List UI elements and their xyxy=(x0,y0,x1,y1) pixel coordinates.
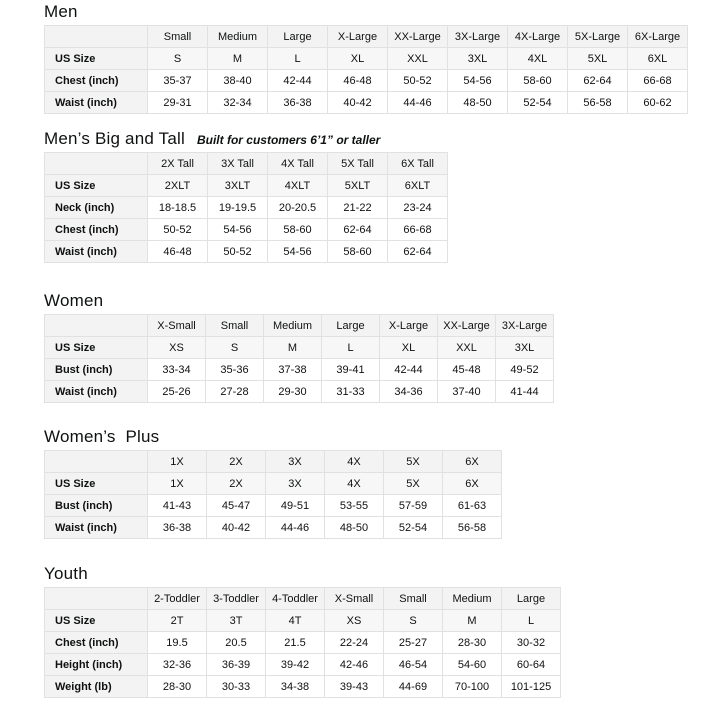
size-value-cell: 42-46 xyxy=(325,654,384,676)
size-section-youth xyxy=(44,564,700,698)
size-value-cell: L xyxy=(502,610,561,632)
size-value-cell: 22-24 xyxy=(325,632,384,654)
row-label: Waist (inch) xyxy=(45,241,148,263)
section-title: Youth xyxy=(44,564,88,583)
column-header: 6X-Large xyxy=(628,26,688,48)
row-label: Chest (inch) xyxy=(45,632,148,654)
size-value-cell: 19-19.5 xyxy=(208,197,268,219)
size-value-cell: 60-62 xyxy=(628,92,688,114)
size-value-cell: 36-38 xyxy=(268,92,328,114)
table-corner-cell xyxy=(45,315,148,337)
section-title: Men xyxy=(44,2,78,21)
section-title-row xyxy=(44,564,700,583)
table-row xyxy=(45,473,502,495)
section-title-row xyxy=(44,2,700,21)
column-header: Small xyxy=(384,588,443,610)
size-value-cell: 3XL xyxy=(496,337,554,359)
section-subtitle: Built for customers 6’1” or taller xyxy=(196,133,381,147)
size-value-cell: 5X xyxy=(384,473,443,495)
size-value-cell: 58-60 xyxy=(328,241,388,263)
size-value-cell: M xyxy=(208,48,268,70)
size-value-cell: 52-54 xyxy=(384,517,443,539)
column-header: Large xyxy=(322,315,380,337)
size-value-cell: 39-42 xyxy=(266,654,325,676)
size-value-cell: 34-36 xyxy=(380,381,438,403)
size-value-cell: 5XL xyxy=(568,48,628,70)
column-header: 4-Toddler xyxy=(266,588,325,610)
row-label: Waist (inch) xyxy=(45,92,148,114)
column-header: XX-Large xyxy=(438,315,496,337)
table-row xyxy=(45,676,561,698)
column-header: 5X-Large xyxy=(568,26,628,48)
row-label: Chest (inch) xyxy=(45,70,148,92)
size-value-cell: 28-30 xyxy=(148,676,207,698)
size-value-cell: 44-69 xyxy=(384,676,443,698)
section-title-row xyxy=(44,129,700,148)
size-value-cell: 44-46 xyxy=(388,92,448,114)
size-value-cell: 21-22 xyxy=(328,197,388,219)
column-header: 5X Tall xyxy=(328,153,388,175)
size-value-cell: 36-39 xyxy=(207,654,266,676)
size-table xyxy=(44,152,448,263)
row-label: Bust (inch) xyxy=(45,495,148,517)
table-row xyxy=(45,175,448,197)
size-value-cell: M xyxy=(443,610,502,632)
size-value-cell: 29-30 xyxy=(264,381,322,403)
size-table xyxy=(44,587,561,698)
section-title: Women’s Plus xyxy=(44,427,160,446)
size-value-cell: 50-52 xyxy=(148,219,208,241)
size-value-cell: 31-33 xyxy=(322,381,380,403)
section-title-row xyxy=(44,291,700,310)
size-value-cell: 33-34 xyxy=(148,359,206,381)
table-corner-cell xyxy=(45,153,148,175)
size-value-cell: 29-31 xyxy=(148,92,208,114)
size-value-cell: 46-54 xyxy=(384,654,443,676)
row-label: Waist (inch) xyxy=(45,517,148,539)
size-value-cell: 48-50 xyxy=(448,92,508,114)
row-label: US Size xyxy=(45,175,148,197)
size-value-cell: 45-47 xyxy=(207,495,266,517)
section-title: Men’s Big and Tall xyxy=(44,129,185,148)
size-value-cell: XS xyxy=(325,610,384,632)
size-value-cell: 54-60 xyxy=(443,654,502,676)
size-value-cell: 18-18.5 xyxy=(148,197,208,219)
column-header: 4X-Large xyxy=(508,26,568,48)
table-row xyxy=(45,632,561,654)
size-table xyxy=(44,450,502,539)
table-row xyxy=(45,70,688,92)
column-header: Large xyxy=(268,26,328,48)
header-row xyxy=(45,26,688,48)
size-value-cell: 57-59 xyxy=(384,495,443,517)
table-corner-cell xyxy=(45,26,148,48)
size-value-cell: 23-24 xyxy=(388,197,448,219)
size-value-cell: 2X xyxy=(207,473,266,495)
size-value-cell: 50-52 xyxy=(388,70,448,92)
size-value-cell: 2T xyxy=(148,610,207,632)
size-section-men xyxy=(44,2,700,114)
size-value-cell: 39-41 xyxy=(322,359,380,381)
column-header: X-Small xyxy=(148,315,206,337)
size-value-cell: XXL xyxy=(438,337,496,359)
size-value-cell: 5XLT xyxy=(328,175,388,197)
size-section-women-s-plus xyxy=(44,427,700,539)
header-row xyxy=(45,315,554,337)
size-value-cell: 4T xyxy=(266,610,325,632)
size-value-cell: 45-48 xyxy=(438,359,496,381)
size-value-cell: 35-36 xyxy=(206,359,264,381)
column-header: 3-Toddler xyxy=(207,588,266,610)
header-row xyxy=(45,588,561,610)
size-value-cell: 70-100 xyxy=(443,676,502,698)
size-value-cell: 56-58 xyxy=(443,517,502,539)
row-label: US Size xyxy=(45,473,148,495)
row-label: Height (inch) xyxy=(45,654,148,676)
size-value-cell: 101-125 xyxy=(502,676,561,698)
size-table xyxy=(44,25,688,114)
column-header: 5X xyxy=(384,451,443,473)
column-header: Medium xyxy=(443,588,502,610)
size-value-cell: 62-64 xyxy=(388,241,448,263)
column-header: 6X Tall xyxy=(388,153,448,175)
size-value-cell: 54-56 xyxy=(448,70,508,92)
size-value-cell: 36-38 xyxy=(148,517,207,539)
size-value-cell: 3XLT xyxy=(208,175,268,197)
size-value-cell: 19.5 xyxy=(148,632,207,654)
row-label: Bust (inch) xyxy=(45,359,148,381)
row-label: US Size xyxy=(45,610,148,632)
size-value-cell: 46-48 xyxy=(148,241,208,263)
size-value-cell: 4X xyxy=(325,473,384,495)
table-corner-cell xyxy=(45,588,148,610)
size-value-cell: 6XLT xyxy=(388,175,448,197)
row-label: Neck (inch) xyxy=(45,197,148,219)
size-value-cell: 58-60 xyxy=(268,219,328,241)
size-value-cell: 46-48 xyxy=(328,70,388,92)
column-header: Medium xyxy=(208,26,268,48)
column-header: X-Large xyxy=(380,315,438,337)
row-label: Weight (lb) xyxy=(45,676,148,698)
size-value-cell: 62-64 xyxy=(328,219,388,241)
table-row xyxy=(45,48,688,70)
size-value-cell: XXL xyxy=(388,48,448,70)
size-value-cell: 32-34 xyxy=(208,92,268,114)
size-value-cell: 3X xyxy=(266,473,325,495)
header-row xyxy=(45,451,502,473)
size-section-men-s-big-and-tall xyxy=(44,129,700,263)
table-row xyxy=(45,197,448,219)
table-row xyxy=(45,92,688,114)
size-value-cell: 28-30 xyxy=(443,632,502,654)
column-header: XX-Large xyxy=(388,26,448,48)
column-header: X-Small xyxy=(325,588,384,610)
column-header: 3X-Large xyxy=(448,26,508,48)
table-row xyxy=(45,381,554,403)
size-value-cell: 27-28 xyxy=(206,381,264,403)
column-header: Small xyxy=(148,26,208,48)
size-value-cell: XL xyxy=(328,48,388,70)
size-value-cell: 49-51 xyxy=(266,495,325,517)
column-header: Small xyxy=(206,315,264,337)
size-value-cell: 6XL xyxy=(628,48,688,70)
size-value-cell: 25-27 xyxy=(384,632,443,654)
size-value-cell: 4XLT xyxy=(268,175,328,197)
size-value-cell: S xyxy=(148,48,208,70)
table-row xyxy=(45,337,554,359)
size-value-cell: 42-44 xyxy=(380,359,438,381)
size-value-cell: XS xyxy=(148,337,206,359)
column-header: X-Large xyxy=(328,26,388,48)
size-value-cell: 54-56 xyxy=(208,219,268,241)
size-value-cell: 30-33 xyxy=(207,676,266,698)
column-header: 2X xyxy=(207,451,266,473)
size-value-cell: 40-42 xyxy=(207,517,266,539)
size-value-cell: 2XLT xyxy=(148,175,208,197)
size-value-cell: 50-52 xyxy=(208,241,268,263)
column-header: 2X Tall xyxy=(148,153,208,175)
size-value-cell: 25-26 xyxy=(148,381,206,403)
table-row xyxy=(45,517,502,539)
column-header: 4X xyxy=(325,451,384,473)
size-value-cell: 66-68 xyxy=(388,219,448,241)
row-label: Chest (inch) xyxy=(45,219,148,241)
size-value-cell: 56-58 xyxy=(568,92,628,114)
column-header: 4X Tall xyxy=(268,153,328,175)
column-header: 2-Toddler xyxy=(148,588,207,610)
size-value-cell: 61-63 xyxy=(443,495,502,517)
table-row xyxy=(45,219,448,241)
table-row xyxy=(45,241,448,263)
size-value-cell: 62-64 xyxy=(568,70,628,92)
size-value-cell: S xyxy=(384,610,443,632)
size-chart xyxy=(44,2,700,698)
header-row xyxy=(45,153,448,175)
size-value-cell: 53-55 xyxy=(325,495,384,517)
size-value-cell: 41-43 xyxy=(148,495,207,517)
section-title-row xyxy=(44,427,700,446)
column-header: 3X Tall xyxy=(208,153,268,175)
size-value-cell: 3T xyxy=(207,610,266,632)
size-value-cell: 41-44 xyxy=(496,381,554,403)
column-header: 6X xyxy=(443,451,502,473)
size-value-cell: 30-32 xyxy=(502,632,561,654)
size-value-cell: 44-46 xyxy=(266,517,325,539)
column-header: 3X xyxy=(266,451,325,473)
table-corner-cell xyxy=(45,451,148,473)
section-title: Women xyxy=(44,291,104,310)
size-value-cell: 4XL xyxy=(508,48,568,70)
size-section-women xyxy=(44,291,700,403)
row-label: US Size xyxy=(45,48,148,70)
size-value-cell: M xyxy=(264,337,322,359)
table-row xyxy=(45,610,561,632)
size-value-cell: 52-54 xyxy=(508,92,568,114)
size-value-cell: 20-20.5 xyxy=(268,197,328,219)
row-label: US Size xyxy=(45,337,148,359)
size-value-cell: 49-52 xyxy=(496,359,554,381)
size-value-cell: 54-56 xyxy=(268,241,328,263)
size-value-cell: 58-60 xyxy=(508,70,568,92)
size-value-cell: 20.5 xyxy=(207,632,266,654)
size-value-cell: 32-36 xyxy=(148,654,207,676)
size-value-cell: 66-68 xyxy=(628,70,688,92)
column-header: Large xyxy=(502,588,561,610)
size-value-cell: L xyxy=(322,337,380,359)
size-value-cell: 3XL xyxy=(448,48,508,70)
size-value-cell: 40-42 xyxy=(328,92,388,114)
size-value-cell: 6X xyxy=(443,473,502,495)
size-value-cell: XL xyxy=(380,337,438,359)
table-row xyxy=(45,495,502,517)
column-header: Medium xyxy=(264,315,322,337)
size-value-cell: 37-40 xyxy=(438,381,496,403)
size-value-cell: 35-37 xyxy=(148,70,208,92)
size-value-cell: 34-38 xyxy=(266,676,325,698)
size-value-cell: 39-43 xyxy=(325,676,384,698)
size-value-cell: 21.5 xyxy=(266,632,325,654)
size-value-cell: 1X xyxy=(148,473,207,495)
row-label: Waist (inch) xyxy=(45,381,148,403)
table-row xyxy=(45,359,554,381)
size-value-cell: 37-38 xyxy=(264,359,322,381)
table-row xyxy=(45,654,561,676)
size-value-cell: 60-64 xyxy=(502,654,561,676)
size-value-cell: 38-40 xyxy=(208,70,268,92)
size-value-cell: S xyxy=(206,337,264,359)
size-table xyxy=(44,314,554,403)
size-value-cell: 42-44 xyxy=(268,70,328,92)
column-header: 1X xyxy=(148,451,207,473)
size-value-cell: 48-50 xyxy=(325,517,384,539)
column-header: 3X-Large xyxy=(496,315,554,337)
size-value-cell: L xyxy=(268,48,328,70)
